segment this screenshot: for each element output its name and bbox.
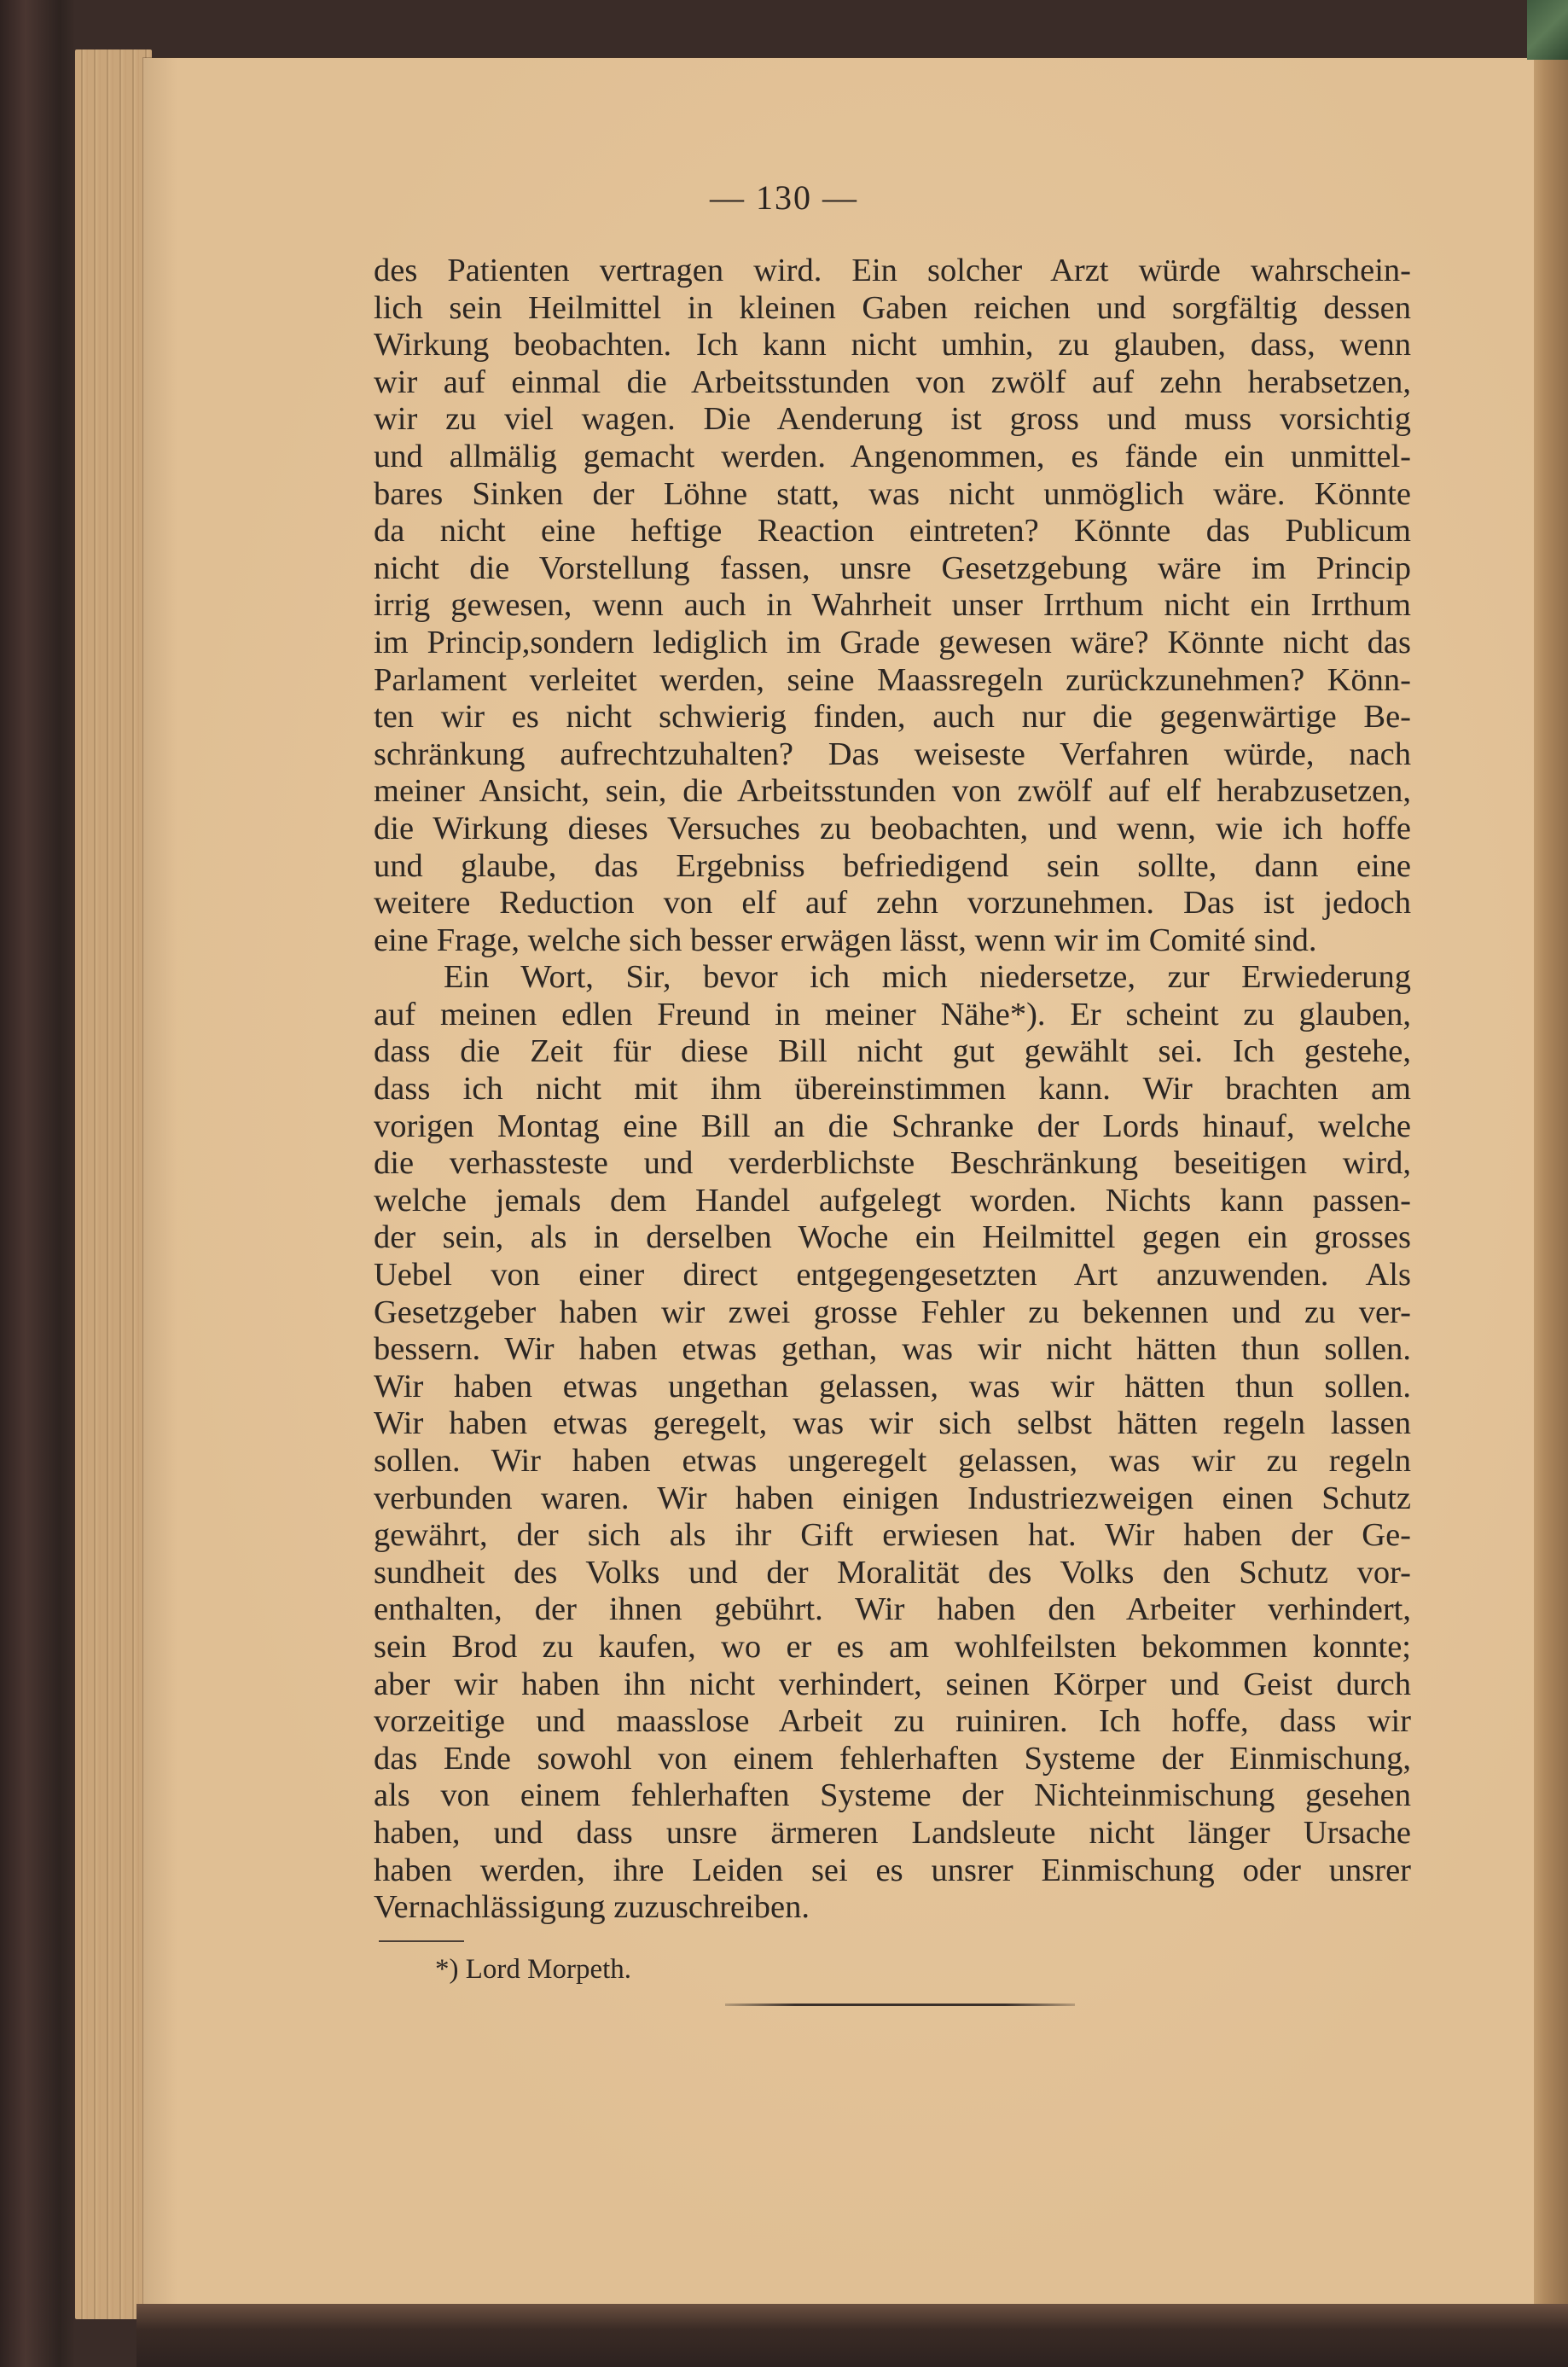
- text-line: Wir haben etwas ungethan gelassen, was wir hätten thun sollen.: [374, 1368, 1411, 1404]
- text-line: sollen. Wir haben etwas ungeregelt gelassen, was wir zu regeln: [374, 1443, 1411, 1479]
- text-line: Uebel von einer direct entgegengesetzten Art anzuwenden. Als: [374, 1257, 1411, 1294]
- text-line: meiner Ansicht, sein, die Arbeitsstunden von zwölf auf elf herabzusetzen,: [374, 773, 1411, 810]
- text-line: ten wir es nicht schwierig finden, auch nur die gegenwärtige Be-: [374, 699, 1411, 736]
- text-line: dass die Zeit für diese Bill nicht gut gewählt sei. Ich gestehe,: [374, 1033, 1411, 1070]
- text-line: weitere Reduction von elf auf zehn vorzunehmen. Das ist jedoch: [374, 885, 1411, 922]
- text-line: auf meinen edlen Freund in meiner Nähe*). Er scheint zu glauben,: [374, 996, 1411, 1032]
- body-text: [374, 253, 1411, 1927]
- text-line: nicht die Vorstellung fassen, unsre Gesetzgebung wäre im Princip: [374, 550, 1411, 586]
- text-line: gewährt, der sich als ihr Gift erwiesen hat. Wir haben der Ge-: [374, 1517, 1411, 1554]
- text-line: vorigen Montag eine Bill an die Schranke der Lords hinauf, welche: [374, 1108, 1411, 1144]
- text-line: des Patienten vertragen wird. Ein solcher Arzt würde wahrschein-: [374, 253, 1411, 288]
- bottom-cover-edge: [136, 2304, 1568, 2367]
- text-line: lich sein Heilmittel in kleinen Gaben reichen und sorgfältig dessen: [374, 289, 1411, 326]
- text-line: und glaube, das Ergebniss befriedigend sein sollte, dann eine: [374, 847, 1411, 884]
- text-line: sein Brod zu kaufen, wo er es am wohlfeilsten bekommen konnte;: [374, 1628, 1411, 1665]
- footnote: *) Lord Morpeth.: [435, 1954, 632, 1985]
- text-line: Gesetzgeber haben wir zwei grosse Fehler zu bekennen und zu ver-: [374, 1294, 1411, 1330]
- text-line: eine Frage, welche sich besser erwägen lässt, wenn wir im Comité sind.: [374, 922, 1317, 958]
- text-line: im Princip,sondern lediglich im Grade gewesen wäre? Könnte nicht das: [374, 624, 1411, 660]
- text-line: verbunden waren. Wir haben einigen Industriezweigen einen Schutz: [374, 1480, 1411, 1516]
- text-line: da nicht eine heftige Reaction eintreten? Könnte das Publicum: [374, 513, 1411, 550]
- text-line: dass ich nicht mit ihm übereinstimmen kann. Wir brachten am: [374, 1071, 1411, 1108]
- text-line: irrig gewesen, wenn auch in Wahrheit unser Irrthum nicht ein Irrthum: [374, 587, 1411, 624]
- text-line: die verhassteste und verderblichste Beschränkung beseitigen wird,: [374, 1145, 1411, 1182]
- text-line: schränkung aufrechtzuhalten? Das weiseste Verfahren würde, nach: [374, 736, 1411, 772]
- text-line: Wirkung beobachten. Ich kann nicht umhin, zu glauben, dass, wenn: [374, 327, 1411, 363]
- text-line: vorzeitige und maasslose Arbeit zu ruiniren. Ich hoffe, dass wir: [374, 1703, 1411, 1740]
- text-line: wir auf einmal die Arbeitsstunden von zwölf auf zehn herabsetzen,: [374, 363, 1411, 400]
- text-line: Parlament verleitet werden, seine Maassregeln zurückzunehmen? Könn-: [374, 661, 1411, 698]
- text-line: Wir haben etwas geregelt, was wir sich selbst hätten regeln lassen: [374, 1405, 1411, 1442]
- text-line: bares Sinken der Löhne statt, was nicht unmöglich wäre. Könnte: [374, 475, 1411, 512]
- text-line: und allmälig gemacht werden. Angenommen, es fände ein unmittel-: [374, 438, 1411, 474]
- text-line: der sein, als in derselben Woche ein Heilmittel gegen ein grosses: [374, 1219, 1411, 1256]
- page-edges: [75, 49, 152, 2319]
- paragraph-start-line: Ein Wort, Sir, bevor ich mich niedersetze, zur Erwiederung: [444, 959, 1411, 996]
- text-line: aber wir haben ihn nicht verhindert, seinen Körper und Geist durch: [374, 1666, 1411, 1702]
- text-line: die Wirkung dieses Versuches zu beobachten, und wenn, wie ich hoffe: [374, 810, 1411, 846]
- text-line: das Ende sowohl von einem fehlerhaften Systeme der Einmischung,: [374, 1740, 1411, 1777]
- text-line: Vernachlässigung zuzuschreiben.: [374, 1889, 810, 1926]
- page-number: — 130 —: [710, 178, 858, 217]
- text-line: sundheit des Volks und der Moralität des Volks den Schutz vor-: [374, 1554, 1411, 1591]
- end-rule: [725, 2004, 1075, 2006]
- bookmark-ribbon: [1527, 0, 1568, 60]
- text-line: als von einem fehlerhaften Systeme der Nichteinmischung gesehen: [374, 1777, 1411, 1814]
- text-line: haben, und dass unsre ärmeren Landsleute nicht länger Ursache: [374, 1814, 1411, 1851]
- text-line: enthalten, der ihnen gebührt. Wir haben den Arbeiter verhindert,: [374, 1591, 1411, 1628]
- text-line: haben werden, ihre Leiden sei es unsrer Einmischung oder unsrer: [374, 1852, 1411, 1888]
- text-line: welche jemals dem Handel aufgelegt worden. Nichts kann passen-: [374, 1182, 1411, 1218]
- text-line: bessern. Wir haben etwas gethan, was wir nicht hätten thun sollen.: [374, 1331, 1411, 1368]
- footnote-rule: [379, 1940, 464, 1942]
- right-page-edge: [1534, 60, 1568, 2312]
- text-line: wir zu viel wagen. Die Aenderung ist gross und muss vorsichtig: [374, 401, 1411, 438]
